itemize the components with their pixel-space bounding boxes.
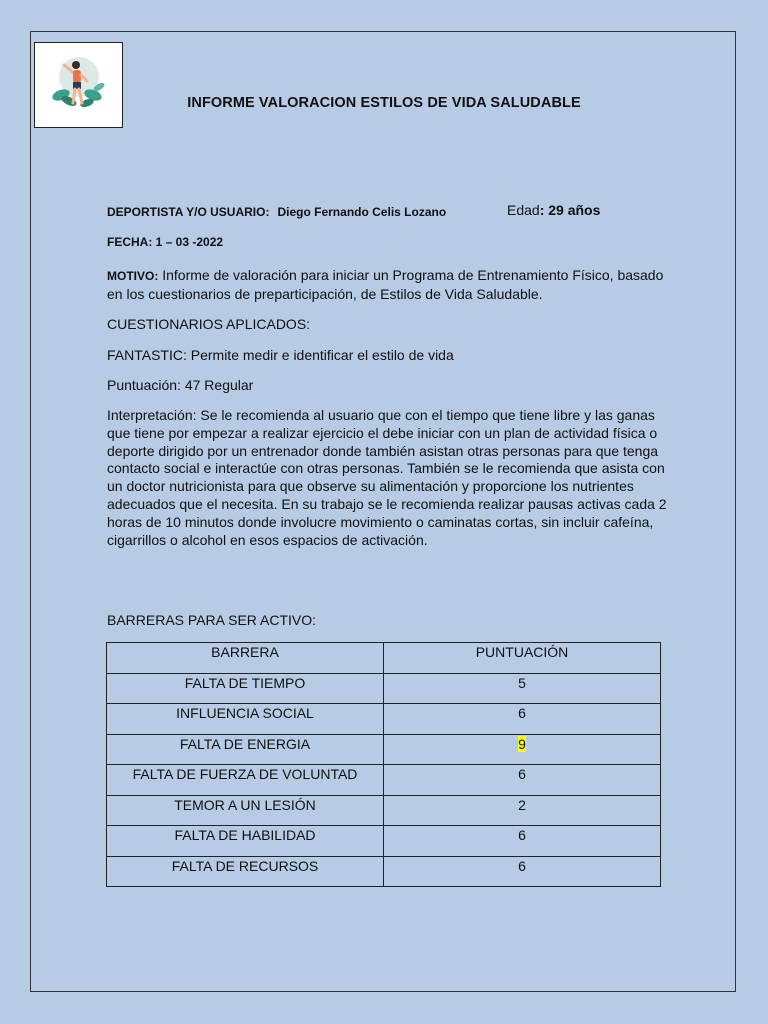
barrier-cell: INFLUENCIA SOCIAL [107,704,384,735]
motive-label: MOTIVO: [107,269,159,283]
athlete-row [107,203,446,219]
table-row [107,704,661,735]
motive-paragraph [107,266,667,303]
table-row [107,734,661,765]
score-cell: 6 [384,856,661,887]
barrier-cell: FALTA DE ENERGIA [107,734,384,765]
table-row [107,765,661,796]
table-row [107,795,661,826]
score-cell: 2 [384,795,661,826]
table-row [107,856,661,887]
score-line: Puntuación: 47 Regular [107,377,254,393]
score-cell: 6 [384,704,661,735]
barrier-cell: FALTA DE RECURSOS [107,856,384,887]
score-cell: 6 [384,826,661,857]
barriers-table [106,642,661,887]
age-row [507,202,600,218]
logo [34,42,123,128]
motive-text: Informe de valoración para iniciar un Programa de Entrenamiento Físico, basado en los cuestionarios de preparticipación, de Estilos de Vida Saludable. [107,267,664,302]
athlete-name: Diego Fernando Celis Lozano [277,205,447,219]
age-label: Edad [507,202,540,218]
age-value: : 29 años [539,202,601,218]
score-cell: 5 [384,673,661,704]
report-title: INFORME VALORACION ESTILOS DE VIDA SALUDABLE [187,95,581,111]
barrier-cell: FALTA DE HABILIDAD [107,826,384,857]
barriers-heading: BARRERAS PARA SER ACTIVO: [107,612,317,628]
barrier-cell: FALTA DE TIEMPO [107,673,384,704]
report-date: FECHA: 1 – 03 -2022 [107,235,224,249]
score-cell: 6 [384,765,661,796]
interpretation-paragraph: Interpretación: Se le recomienda al usuario que con el tiempo que tiene libre y las ganas que tiene por empezar a realizar ejercicio el debe iniciar con un plan de actividad física o deporte dirigido por un entrenador donde también asistan otras personas para que tenga contacto social e interactúe con otras personas. También se le recomienda que asista con un doctor nutricionista para que observe su alimentación y proporcione los nutrientes adecuados que el necesita. En su trabajo se le recomienda realizar pausas activas cada 2 horas de 10 minutos donde involucre movimiento o caminatas cortas, sin incluir cafeína, cigarrillos o alcohol en esos espacios de activación. [107,407,667,548]
fantastic-description: FANTASTIC: Permite medir e identificar el estilo de vida [107,347,454,363]
questionnaires-heading: CUESTIONARIOS APLICADOS: [107,316,311,332]
table-header-row [107,643,661,674]
table-row [107,826,661,857]
highlighted-score: 9 [518,735,526,752]
table-row [107,673,661,704]
score-cell [384,734,661,765]
header-score: PUNTUACIÓN [384,643,661,674]
barrier-cell: FALTA DE FUERZA DE VOLUNTAD [107,765,384,796]
barrier-cell: TEMOR A UN LESIÓN [107,795,384,826]
header-barrier: BARRERA [107,643,384,674]
athlete-label: DEPORTISTA Y/O USUARIO: [107,205,270,219]
